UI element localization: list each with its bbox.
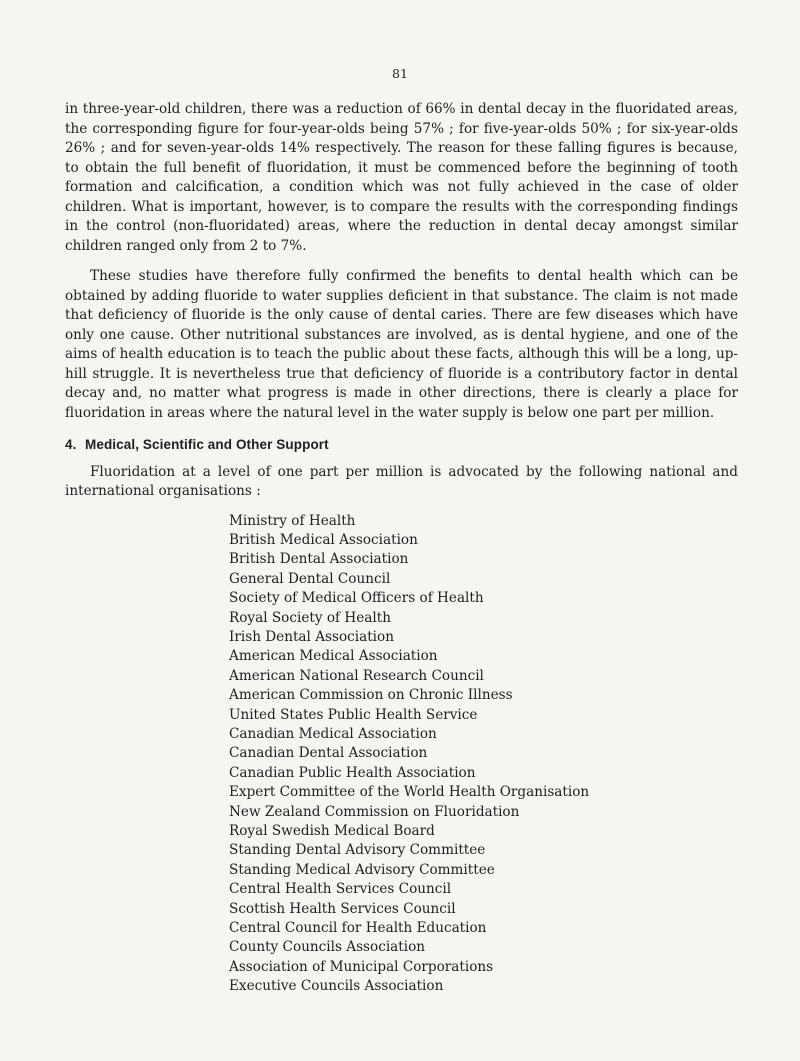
section-intro: Fluoridation at a level of one part per million is advocated by the following national and international organisations : [65, 463, 738, 499]
organisation-item: Executive Councils Association [229, 978, 444, 995]
organisation-item: British Medical Association [229, 531, 418, 548]
organisation-item: Canadian Dental Association [229, 745, 428, 762]
organisation-item: Expert Committee of the World Health Organisation [229, 784, 590, 801]
paragraph-fluoridation-results: in three-year-old children, there was a reduction of 66% in dental decay in the fluoridated areas, the corresponding figure for four-year-olds being 57% ; for five-year-olds 50% ; for six-year-olds 26% ; and for seven-year-olds 14% respectively. The reason for these falling figures is because, to obtain the full benefit of fluoridation, it must be commenced before the beginning of tooth formation and calcification, a condition which was not fully achieved in the case of older children. What is important, however, is to compare the results with the corresponding findings in the control (non-fluoridated) areas, where the reduction in dental decay amongst similar children ranged only from 2 to 7%. [65, 101, 738, 254]
organisation-item: Canadian Medical Association [229, 725, 437, 742]
organisation-item: General Dental Council [229, 570, 391, 587]
document-body [65, 100, 738, 997]
section-number: 4. [65, 437, 77, 452]
organisation-item: American National Research Council [229, 667, 484, 684]
organisation-item: Central Council for Health Education [229, 920, 487, 937]
organisation-list [229, 512, 738, 997]
organisation-item: County Councils Association [229, 939, 426, 956]
organisation-item: Standing Dental Advisory Committee [229, 842, 486, 859]
organisation-item: Standing Medical Advisory Committee [229, 861, 495, 878]
organisation-item: Irish Dental Association [229, 628, 394, 645]
organisation-item: Association of Municipal Corporations [229, 958, 494, 975]
organisation-item: British Dental Association [229, 551, 409, 568]
organisation-item: Canadian Public Health Association [229, 764, 476, 781]
organisation-item: Ministry of Health [229, 512, 356, 529]
organisation-item: Society of Medical Officers of Health [229, 590, 484, 607]
organisation-item: Central Health Services Council [229, 881, 452, 898]
section-title: Medical, Scientific and Other Support [85, 437, 329, 452]
section-heading [65, 435, 738, 455]
organisation-item: American Medical Association [229, 648, 438, 665]
organisation-item: Royal Society of Health [229, 609, 391, 626]
page-number: 81 [392, 66, 408, 81]
paragraph-benefits-confirmed: These studies have therefore fully confirmed the benefits to dental health which can be obtained by adding fluoride to water supplies deficient in that substance. The claim is not made that deficiency of fluoride is the only cause of dental caries. There are few diseases which have only one cause. Other nutritional substances are involved, as is dental hygiene, and one of the aims of health education is to teach the public about these facts, although this will be a long, up-hill struggle. It is nevertheless true that deficiency of fluoride is a contributory factor in dental decay and, no matter what progress is made in other directions, there is clearly a place for fluoridation in areas where the natural level in the water supply is below one part per million. [65, 268, 738, 421]
organisation-item: American Commission on Chronic Illness [229, 687, 513, 704]
organisation-item: Royal Swedish Medical Board [229, 823, 435, 839]
organisation-item: United States Public Health Service [229, 706, 478, 723]
organisation-item: New Zealand Commission on Fluoridation [229, 803, 520, 820]
organisation-item: Scottish Health Services Council [229, 900, 456, 917]
